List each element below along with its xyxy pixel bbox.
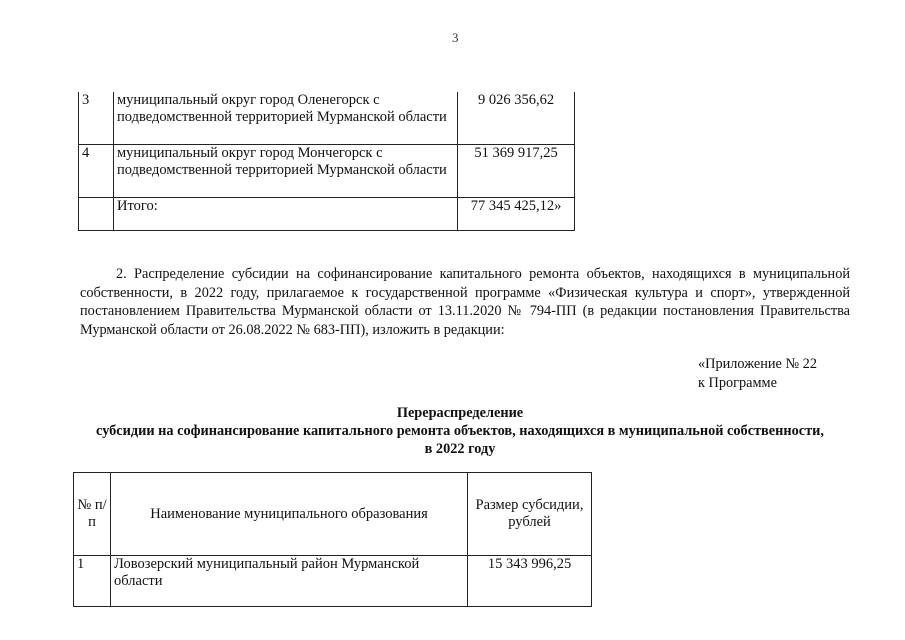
row-number: 1 (74, 556, 111, 607)
total-label: Итого: (114, 198, 458, 231)
appendix-line-2: к Программе (698, 374, 777, 391)
total-row (79, 198, 575, 231)
appendix-line-1: «Приложение № 22 (698, 356, 817, 372)
table-header-row (74, 473, 592, 556)
header-amount: Размер субсидии, рублей (468, 473, 592, 556)
title-line-2: субсидии на софинансирование капитального ремонта объектов, находящихся в муниципальной собственности, (96, 423, 824, 439)
municipality-name: муниципальный округ город Оленегорск с подведомственной территорией Мурманской области (114, 92, 458, 145)
subsidy-table-continuation (78, 92, 575, 231)
row-number: 4 (79, 145, 114, 198)
body-paragraph (80, 265, 850, 339)
row-number (79, 198, 114, 231)
title-line-1: Перераспределение (396, 405, 524, 421)
table-row (74, 556, 592, 607)
municipality-name: Ловозерский муниципальный район Мурманской области (111, 556, 468, 607)
document-title (60, 404, 860, 458)
paragraph-text: 2. Распределение субсидии на софинансирование капитального ремонта объектов, находящихся в муниципальной собственности, в 2022 году, прилагаемое к государственной программе «Физическая культура и спорт», утвержденной постановлением Правительства Мурманской области от 13.11.2020 № 794-ПП (в редакции постановления Правительства Мурманской области от 26.08.2022 № 683-ПП), изложить в редакции: (80, 266, 850, 338)
total-amount: 77 345 425,12» (458, 198, 575, 231)
municipality-name: муниципальный округ город Мончегорск с подведомственной территорией Мурманской области (114, 145, 458, 198)
subsidy-amount: 51 369 917,25 (458, 145, 575, 198)
page-number: 3 (452, 30, 459, 45)
appendix-label (698, 355, 817, 392)
table-row (79, 92, 575, 145)
header-name: Наименование муниципального образования (111, 473, 468, 556)
header-number: № п/п (74, 473, 111, 556)
subsidy-amount: 15 343 996,25 (468, 556, 592, 607)
subsidy-table (73, 472, 592, 607)
title-line-3: в 2022 году (424, 441, 496, 457)
subsidy-amount: 9 026 356,62 (458, 92, 575, 145)
row-number: 3 (79, 92, 114, 145)
table-row (79, 145, 575, 198)
